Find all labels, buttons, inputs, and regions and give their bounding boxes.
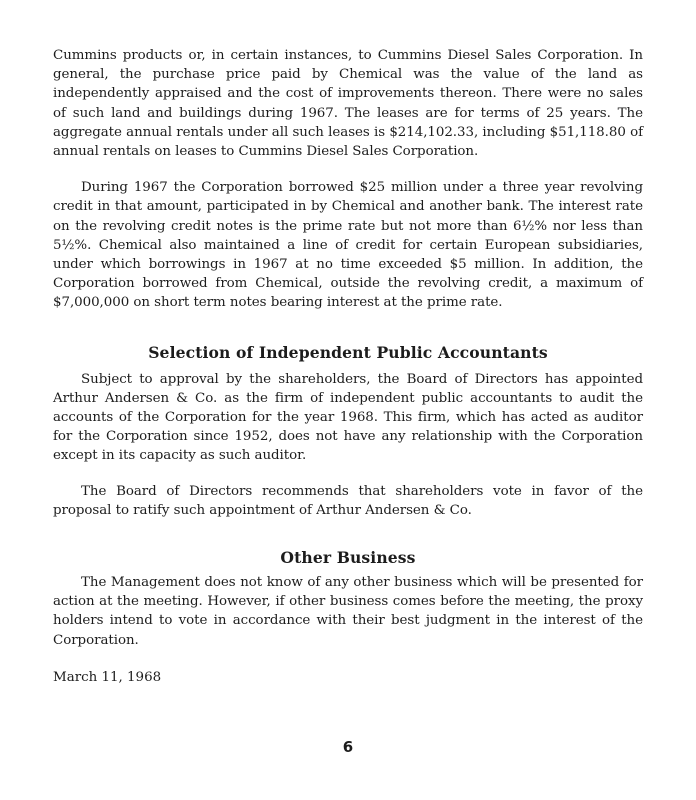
document-page <box>53 46 643 687</box>
paragraph-other-business: The Management does not know of any other business which will be presented for action at the meeting. However, if other business comes before the meeting, the proxy holders intend to vote in accordance with their best judgment in the interest of the Corporation. <box>53 575 643 648</box>
paragraph-leases: Cummins products or, in certain instances, to Cummins Diesel Sales Corporation. In general, the purchase price paid by Chemical was the value of the land as independently appraised and the cost of improvements thereon. There were no sales of such land and buildings during 1967. The leases are for terms of 25 years. The aggregate annual rentals under all such leases is $214,102.33, including $51,118.80 of annual rentals on leases to Cummins Diesel Sales Corporation. <box>53 48 643 160</box>
document-date: March 11, 1968 <box>53 669 162 685</box>
page-number: 6 <box>342 738 354 756</box>
paragraph-accountants-recommendation: The Board of Directors recommends that shareholders vote in favor of the proposal to ratify such appointment of Arthur Andersen & Co. <box>53 483 643 518</box>
heading-other-business: Other Business <box>280 548 416 568</box>
heading-accountants: Selection of Independent Public Accountants <box>148 342 548 362</box>
paragraph-borrowing: During 1967 the Corporation borrowed $25 million under a three year revolving credit in that amount, participated in by Chemical and another bank. The interest rate on the revolving credit notes is the prime rate but not more than 6½% nor less than 5½%. Chemical also maintained a line of credit for certain European subsidiaries, under which borrowings in 1967 at no time exceeded $5 million. In addition, the Corporation borrowed from Chemical, outside the revolving credit, a maximum of $7,000,000 on short term notes bearing interest at the prime rate. <box>53 180 643 311</box>
paragraph-accountants-appointment: Subject to approval by the shareholders, the Board of Directors has appointed Arthur Andersen & Co. as the firm of independent public accountants to audit the accounts of the Corporation for the year 1968. This firm, which has acted as auditor for the Corporation since 1952, does not have any relationship with the Corporation except in its capacity as such auditor. <box>53 371 643 464</box>
